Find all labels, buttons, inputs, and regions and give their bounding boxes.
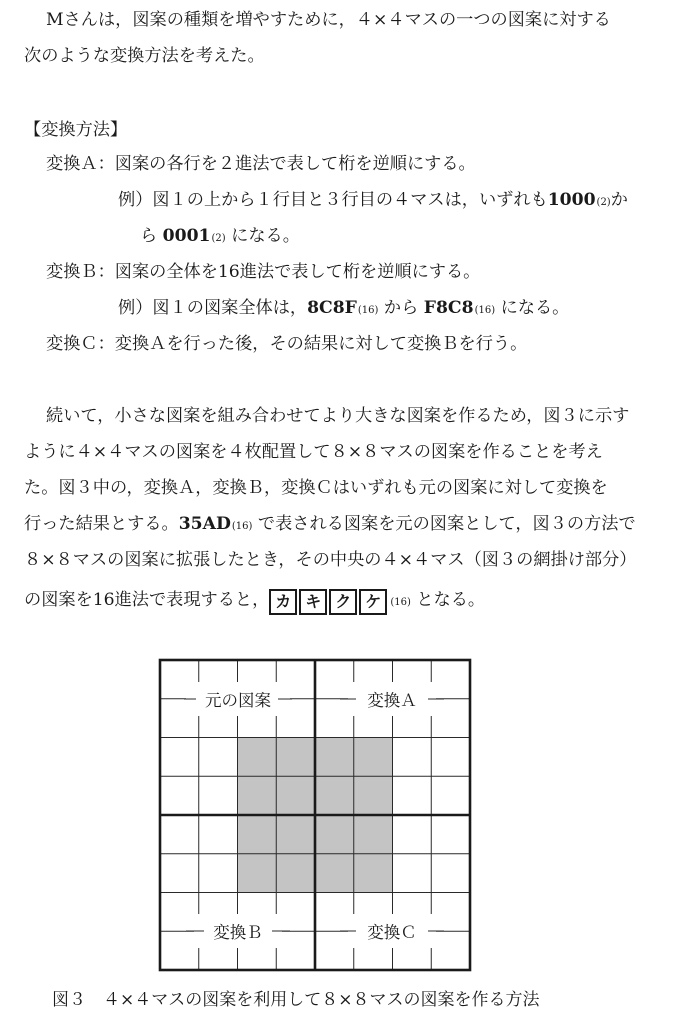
para2-line-5: ８×８マスの図案に拡張したとき，その中央の４×４マス（図３の網掛け部分） — [24, 550, 637, 570]
para2-line-3: た。図３中の，変換Ａ，変換Ｂ，変換Ｃはいずれも元の図案に対して変換を — [24, 478, 608, 498]
para-text: の図案を16進法で表現すると， — [24, 590, 270, 610]
base-subscript: (2) — [211, 233, 226, 244]
label-transform-b: 変換Ｂ — [213, 923, 263, 942]
base-subscript: (16) — [357, 305, 379, 316]
example-text: になる。 — [500, 298, 570, 318]
answer-box-ki[interactable]: キ — [299, 589, 327, 615]
label-original: 元の図案 — [205, 691, 271, 710]
transform-b-description: 変換Ｂ：図案の全体を16進法で表して桁を逆順にする。 — [46, 262, 481, 282]
para2-line-1: 続いて，小さな図案を組み合わせてより大きな図案を作るため，図３に示す — [46, 406, 630, 426]
hex-value: 35AD — [178, 514, 231, 534]
para2-line-2: ように４×４マスの図案を４枚配置して８×８マスの図案を作ることを考え — [24, 442, 603, 462]
para-text: となる。 — [416, 590, 486, 610]
base-subscript: (16) — [474, 305, 496, 316]
binary-value: 0001 — [162, 226, 211, 246]
binary-value: 1000 — [547, 190, 596, 210]
answer-box-ku[interactable]: ク — [329, 589, 357, 615]
intro-line-1: Mさんは，図案の種類を増やすために，４×４マスの一つの図案に対する — [46, 10, 611, 30]
answer-box-ke[interactable]: ケ — [359, 589, 387, 615]
method-heading: 【変換方法】 — [24, 120, 128, 140]
label-transform-c: 変換Ｃ — [367, 923, 417, 942]
hex-value: 8C8F — [307, 298, 357, 318]
example-text: ら — [140, 226, 158, 246]
base-subscript: (16) — [390, 597, 411, 608]
figure-caption: 図３ ４×４マスの図案を利用して８×８マスの図案を作る方法 — [52, 990, 540, 1010]
transform-a-description: 変換Ａ：図案の各行を２進法で表して桁を逆順にする。 — [46, 154, 476, 174]
answer-box-ka[interactable]: カ — [269, 589, 297, 615]
example-text: になる。 — [231, 226, 300, 246]
base-subscript: (16) — [231, 521, 253, 532]
example-text: から — [383, 298, 419, 318]
para-text: 行った結果とする。 — [24, 514, 179, 534]
para-text: で表される図案を元の図案として，図３の方法で — [257, 514, 636, 534]
intro-line-2: 次のような変換方法を考えた。 — [24, 46, 265, 66]
example-text: 例）図１の上から１行目と３行目の４マスは，いずれも — [118, 190, 548, 210]
example-text: 例）図１の図案全体は， — [118, 298, 308, 318]
example-text: か — [610, 190, 628, 210]
hex-value: F8C8 — [423, 298, 474, 318]
base-subscript: (2) — [596, 197, 611, 208]
transform-c-description: 変換Ｃ：変換Ａを行った後，その結果に対して変換Ｂを行う。 — [46, 334, 528, 354]
label-transform-a: 変換Ａ — [367, 691, 417, 710]
